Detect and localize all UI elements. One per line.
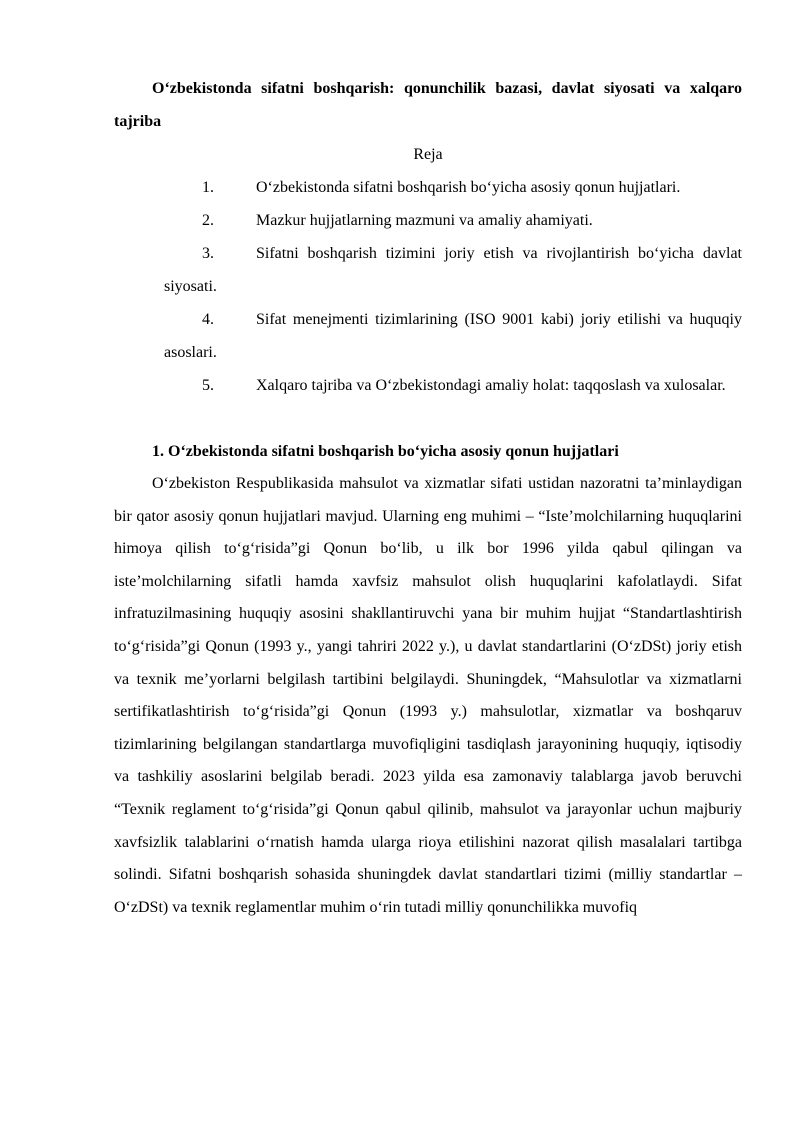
section-heading: 1. O‘zbekistonda sifatni boshqarish bo‘yicha asosiy qonun hujjatlari [152,443,619,460]
document-content [114,72,742,924]
plan-item [164,171,742,204]
plan-item-number: 1. [202,179,214,196]
plan-item-text: Xalqaro tajriba va O‘zbekistondagi amaliy holat: taqqoslash va xulosalar. [256,377,726,394]
plan-item [164,204,742,237]
plan-item-number: 4. [202,311,214,328]
plan-list [114,171,742,402]
plan-item-text: O‘zbekistonda sifatni boshqarish bo‘yicha asosiy qonun hujjatlari. [256,179,681,196]
plan-item [164,369,742,402]
plan-heading: Reja [413,146,443,163]
plan-item [164,303,742,369]
plan-item [164,237,742,303]
plan-item-text: Mazkur hujjatlarning mazmuni va amaliy ahamiyati. [256,212,593,229]
plan-item-number: 2. [202,212,214,229]
body-paragraph: O‘zbekiston Respublikasida mahsulot va xizmatlar sifati ustidan nazoratni ta’minlaydigan bir qator asosiy qonun hujjatlari mavjud. Ularning eng muhimi – “Iste’molchilarning huquqlarini himoya qilish to‘g‘risida”gi Qonun bo‘lib, u ilk bor 1996 yilda qabul qilingan va iste’molchilarning sifatli hamda xavfsiz mahsulot olish huquqlarini kafolatlaydi. Sifat infratuzilmasining huquqiy asosini shakllantiruvchi yana bir muhim hujjat “Standartlashtirish to‘g‘risida”gi Qonun (1993 y., yangi tahriri 2022 y.), u davlat standartlarini (O‘zDSt) joriy etish va texnik me’yorlarni belgilash tartibini belgilaydi. Shuningdek, “Mahsulotlar va xizmatlarni sertifikatlashtirish to‘g‘risida”gi Qonun (1993 y.) mahsulotlar, xizmatlar va boshqaruv tizimlarining belgilangan standartlarga muvofiqligini tasdiqlash jarayonining huquqiy, iqtisodiy va tashkiliy asoslarini belgilab beradi. 2023 yilda esa zamonaviy talablarga javob beruvchi “Texnik reglament to‘g‘risida”gi Qonun qabul qilinib, mahsulot va jarayonlar uchun majburiy xavfsizlik talablarini o‘rnatish hamda ularga rioya etilishini nazorat qilish masalalari tartibga solindi. Sifatni boshqarish sohasida shuningdek davlat standartlari tizimi (milliy standartlar – O‘zDSt) va texnik reglamentlar muhim o‘rin tutadi milliy qonunchilikka muvofiq [114,475,742,916]
plan-item-text: Sifat menejmenti tizimlarining (ISO 9001 kabi) joriy etilishi va huquqiy asoslari. [164,311,742,361]
document-title: O‘zbekistonda sifatni boshqarish: qonunchilik bazasi, davlat siyosati va xalqaro tajriba [114,80,742,130]
plan-item-number: 5. [202,377,214,394]
plan-item-number: 3. [202,245,214,262]
plan-item-text: Sifatni boshqarish tizimini joriy etish va rivojlantirish bo‘yicha davlat siyosati. [164,245,742,295]
